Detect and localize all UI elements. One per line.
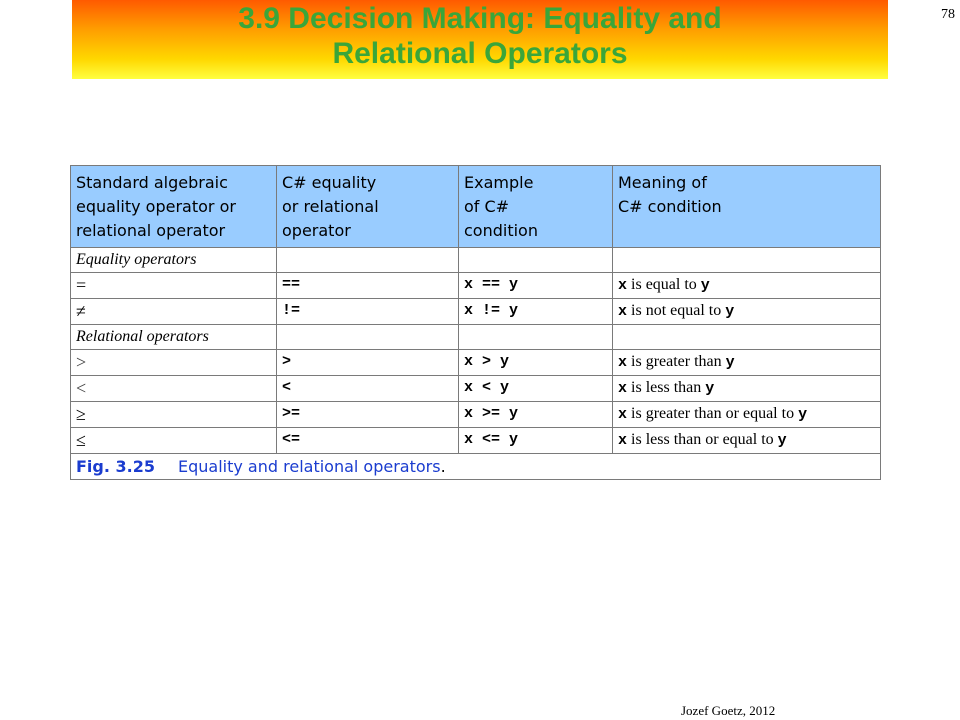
- table-row: [71, 299, 881, 325]
- condition-meaning: [613, 350, 881, 376]
- table-header-row: [71, 166, 881, 248]
- meaning-text: is greater than or equal to: [627, 405, 799, 422]
- csharp-operator: >: [277, 350, 459, 376]
- operators-table: [70, 165, 881, 480]
- meaning-text: is less than: [627, 379, 706, 396]
- algebraic-operator: ≤: [71, 428, 277, 454]
- section-label: Relational operators: [71, 325, 277, 350]
- meaning-text: is greater than: [627, 353, 726, 370]
- table-row: [71, 273, 881, 299]
- example-condition: x > y: [459, 350, 613, 376]
- table-row: [71, 428, 881, 454]
- header-example-label: Example of C# condition: [464, 173, 538, 240]
- meaning-var-y: y: [725, 303, 735, 320]
- condition-meaning: [613, 376, 881, 402]
- csharp-operator: <=: [277, 428, 459, 454]
- header-cell-example: [459, 166, 613, 248]
- header-cell-meaning: [613, 166, 881, 248]
- meaning-var-y: y: [705, 380, 715, 397]
- example-condition: x == y: [459, 273, 613, 299]
- slide-title-line-2: Relational Operators: [332, 37, 628, 70]
- meaning-var-x: x: [618, 277, 628, 294]
- table-row: [71, 402, 881, 428]
- empty-cell: [613, 325, 881, 350]
- meaning-var-x: x: [618, 354, 628, 371]
- empty-cell: [459, 325, 613, 350]
- algebraic-operator: ≥: [71, 402, 277, 428]
- table-row: [71, 350, 881, 376]
- example-condition: x < y: [459, 376, 613, 402]
- meaning-var-x: x: [618, 406, 628, 423]
- figure-caption: [71, 454, 881, 480]
- meaning-var-y: y: [725, 354, 735, 371]
- empty-cell: [277, 248, 459, 273]
- csharp-operator: >=: [277, 402, 459, 428]
- slide-title-line-1: 3.9 Decision Making: Equality and: [238, 2, 722, 35]
- slide-number: 78: [941, 7, 955, 22]
- empty-cell: [613, 248, 881, 273]
- slide-title: [72, 1, 888, 71]
- algebraic-operator: ≠: [71, 299, 277, 325]
- example-condition: x >= y: [459, 402, 613, 428]
- example-condition: x != y: [459, 299, 613, 325]
- csharp-operator: <: [277, 376, 459, 402]
- meaning-text: is not equal to: [627, 302, 726, 319]
- header-algebraic-label: Standard algebraic equality operator or relational operator: [76, 173, 236, 240]
- condition-meaning: [613, 402, 881, 428]
- section-row-equality: [71, 248, 881, 273]
- meaning-text: is less than or equal to: [627, 431, 778, 448]
- section-row-relational: [71, 325, 881, 350]
- condition-meaning: [613, 428, 881, 454]
- example-condition: x <= y: [459, 428, 613, 454]
- csharp-operator: !=: [277, 299, 459, 325]
- meaning-var-x: x: [618, 432, 628, 449]
- table-row: [71, 376, 881, 402]
- meaning-var-y: y: [700, 277, 710, 294]
- empty-cell: [277, 325, 459, 350]
- meaning-text: is equal to: [627, 276, 701, 293]
- algebraic-operator: <: [71, 376, 277, 402]
- meaning-var-y: y: [777, 432, 787, 449]
- figure-caption-period: .: [440, 457, 446, 476]
- header-cell-algebraic: [71, 166, 277, 248]
- meaning-var-x: x: [618, 380, 628, 397]
- section-label: Equality operators: [71, 248, 277, 273]
- footer-author: Jozef Goetz, 2012: [681, 703, 776, 718]
- figure-caption-text: Equality and relational operators: [178, 457, 441, 476]
- csharp-operator: ==: [277, 273, 459, 299]
- condition-meaning: [613, 299, 881, 325]
- condition-meaning: [613, 273, 881, 299]
- empty-cell: [459, 248, 613, 273]
- figure-label: Fig. 3.25: [76, 457, 155, 476]
- header-meaning-label: Meaning of C# condition: [618, 173, 722, 216]
- header-csharp-label: C# equality or relational operator: [282, 173, 379, 240]
- header-cell-csharp: [277, 166, 459, 248]
- meaning-var-y: y: [798, 406, 808, 423]
- figure-caption-row: [71, 454, 881, 480]
- algebraic-operator: =: [71, 273, 277, 299]
- meaning-var-x: x: [618, 303, 628, 320]
- algebraic-operator: >: [71, 350, 277, 376]
